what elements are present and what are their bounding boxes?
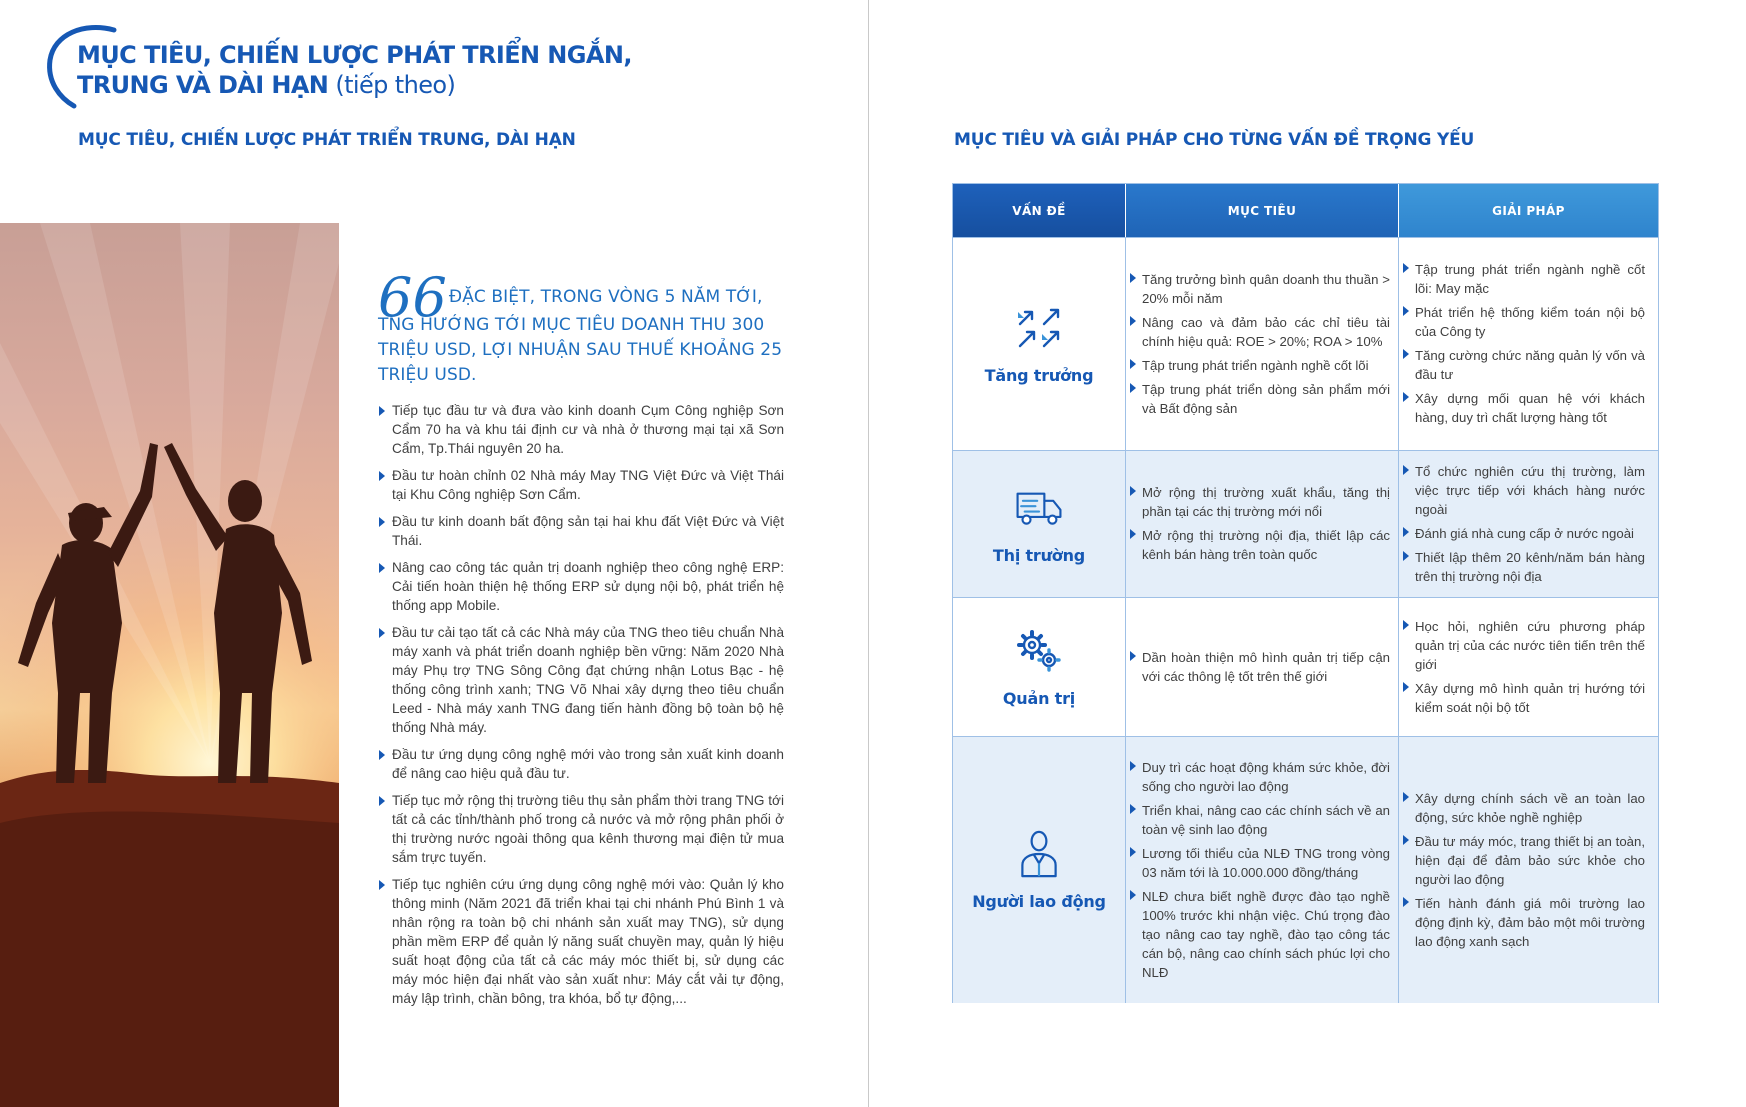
table-header-row [953, 184, 1658, 237]
quote-mark-icon: 66 [378, 266, 447, 329]
solution-item: Phát triển hệ thống kiểm toán nội bộ của Công ty [1403, 303, 1645, 341]
strategy-bullet: Tiếp tục mở rộng thị trường tiêu thụ sản phẩm thời trang TNG tới tất cả các tỉnh/thành phố trong cả nước và mở rộng phân phối ở thị trường nước ngoài thông qua kênh thương mại điện tử mua sắm trực tuyến. [378, 791, 784, 867]
solution-list [1403, 613, 1645, 722]
solution-item: Đánh giá nhà cung cấp ở nước ngoài [1403, 524, 1645, 543]
highlight-quote [378, 266, 784, 388]
goal-item: Mở rộng thị trường xuất khẩu, tăng thị phần tại các thị trường mới nổi [1130, 483, 1390, 521]
solution-list [1403, 256, 1645, 432]
solution-list [1403, 785, 1645, 956]
silhouette-illustration [0, 223, 339, 1107]
goal-item: Duy trì các hoạt động khám sức khỏe, đời sống cho người lao động [1130, 758, 1390, 796]
goal-list [1130, 754, 1390, 987]
solution-item: Xây dựng mô hình quản trị hướng tới kiểm soát nội bộ tốt [1403, 679, 1645, 717]
page-title-suffix: (tiếp theo) [328, 71, 456, 99]
page-title [77, 40, 632, 100]
table-row-governance [953, 597, 1658, 736]
goal-cell [1125, 238, 1398, 450]
strategy-bullet: Đầu tư hoàn chỉnh 02 Nhà máy May TNG Việt Đức và Việt Thái tại Khu Công nghiệp Sơn Cẩm. [378, 466, 784, 504]
page-title-line2 [77, 70, 632, 100]
issue-cell [953, 598, 1125, 736]
header-issue: VẤN ĐỀ [953, 184, 1125, 237]
page-title-line1: MỤC TIÊU, CHIẾN LƯỢC PHÁT TRIỂN NGẮN, [77, 41, 632, 69]
goal-item: Tập trung phát triển ngành nghề cốt lõi [1130, 356, 1390, 375]
goal-item: NLĐ chưa biết nghề được đào tạo nghề 100% trước khi nhận việc. Chú trọng đào tạo nâng cao tay nghề, đào tạo công tác cán bộ, nâng cao chính sách phúc lợi cho NLĐ [1130, 887, 1390, 982]
goal-item: Nâng cao và đảm bảo các chỉ tiêu tài chính hiệu quả: ROE > 20%; ROA > 10% [1130, 313, 1390, 351]
goal-item: Lương tối thiểu của NLĐ TNG trong vòng 03 năm tới là 10.000.000 đồng/tháng [1130, 844, 1390, 882]
goal-list [1130, 644, 1390, 691]
worker-icon [1014, 830, 1064, 878]
solution-item: Tiến hành đánh giá môi trường lao động định kỳ, đảm bảo một môi trường lao động xanh sạch [1403, 894, 1645, 951]
solution-cell [1398, 238, 1658, 450]
page-divider [868, 0, 869, 1107]
solution-item: Thiết lập thêm 20 kênh/năm bán hàng trên thị trường nội địa [1403, 548, 1645, 586]
goal-list [1130, 479, 1390, 569]
strategy-bullet-list [378, 401, 784, 1016]
strategy-bullet: Tiếp tục đầu tư và đưa vào kinh doanh Cụm Công nghiệp Sơn Cẩm 70 ha và khu tái định cư và nhà ở thương mại tại xã Sơn Cẩm, Tp.Thái nguyên 20 ha. [378, 401, 784, 458]
key-issues-table [952, 183, 1659, 1003]
issue-label: Người lao động [972, 891, 1106, 911]
growth-arrows-icon [1014, 304, 1064, 352]
goal-list [1130, 266, 1390, 423]
hero-photo-high-five [0, 223, 339, 1107]
delivery-truck-icon [1014, 484, 1064, 532]
issue-label: Thị trường [992, 545, 1086, 565]
right-section-heading: MỤC TIÊU VÀ GIẢI PHÁP CHO TỪNG VẤN ĐỀ TRỌNG YẾU [954, 130, 1475, 150]
table-row-workers [953, 736, 1658, 1003]
table-row-growth [953, 237, 1658, 450]
strategy-bullet: Đầu tư kinh doanh bất động sản tại hai khu đất Việt Đức và Việt Thái. [378, 512, 784, 550]
solution-list [1403, 458, 1645, 591]
solution-item: Học hỏi, nghiên cứu phương pháp quản trị của các nước tiên tiến trên thế giới [1403, 617, 1645, 674]
issue-cell [953, 737, 1125, 1003]
issue-label: Tăng trưởng [984, 365, 1094, 385]
goal-cell [1125, 451, 1398, 597]
header-goal: MỤC TIÊU [1125, 184, 1398, 237]
solution-item: Tập trung phát triển ngành nghề cốt lõi: May mặc [1403, 260, 1645, 298]
goal-item: Tăng trưởng bình quân doanh thu thuần > 20% mỗi năm [1130, 270, 1390, 308]
solution-item: Đầu tư máy móc, trang thiết bị an toàn, hiện đại để đảm bảo sức khỏe cho người lao động [1403, 832, 1645, 889]
solution-cell [1398, 451, 1658, 597]
goal-cell [1125, 737, 1398, 1003]
left-section-heading: MỤC TIÊU, CHIẾN LƯỢC PHÁT TRIỂN TRUNG, DÀI HẠN [78, 130, 576, 150]
goal-item: Triển khai, nâng cao các chính sách về an toàn vệ sinh lao động [1130, 801, 1390, 839]
table-row-market [953, 450, 1658, 597]
strategy-bullet: Tiếp tục nghiên cứu ứng dụng công nghệ mới vào: Quản lý kho thông minh (Năm 2021 đã triển khai tại chi nhánh Phú Bình 1 và nhân rộng ra toàn bộ chi nhánh sản xuất may TNG), sử dụng phần mềm ERP để quản lý năng suất chuyền may, quản lý hiệu suất hoạt động của tất cả các máy móc thiết bị, sử dụng các máy móc hiện đại nhất vào sản xuất như: Máy cắt vải tự động, máy lập trình, chần bông, tra khóa, bổ tự động,... [378, 875, 784, 1008]
goal-item: Tập trung phát triển dòng sản phẩm mới và Bất động sản [1130, 380, 1390, 418]
issue-cell [953, 238, 1125, 450]
solution-item: Xây dựng chính sách về an toàn lao động, sức khỏe nghề nghiệp [1403, 789, 1645, 827]
goal-item: Dần hoàn thiện mô hình quản trị tiếp cận với các thông lệ tốt trên thế giới [1130, 648, 1390, 686]
page-title-line2-main: TRUNG VÀ DÀI HẠN [77, 71, 329, 99]
goal-item: Mở rộng thị trường nội địa, thiết lập các kênh bán hàng trên toàn quốc [1130, 526, 1390, 564]
solution-cell [1398, 598, 1658, 736]
goal-cell [1125, 598, 1398, 736]
solution-cell [1398, 737, 1658, 1003]
strategy-bullet: Đầu tư cải tạo tất cả các Nhà máy của TNG theo tiêu chuẩn Nhà máy xanh và phát triển doanh nghiệp bền vững: Năm 2020 Nhà máy Phụ trợ TNG Sông Công đạt chứng nhận Lotus Bạc - hệ thống công trình xanh; TNG Võ Nhai xây dựng theo tiêu chuẩn Leed - Nhà máy xanh TNG đang tiến hành đồng bộ toàn bộ hệ thống Nhà máy. [378, 623, 784, 737]
quote-text: ĐẶC BIỆT, TRONG VÒNG 5 NĂM TỚI, TNG HƯỚNG TỚI MỤC TIÊU DOANH THU 300 TRIỆU USD, LỢI NHUẬN SAU THUẾ KHOẢNG 25 TRIỆU USD. [378, 287, 783, 385]
gears-icon [1014, 627, 1064, 675]
issue-label: Quản trị [1002, 688, 1076, 708]
solution-item: Tăng cường chức năng quản lý vốn và đầu tư [1403, 346, 1645, 384]
strategy-bullet: Nâng cao công tác quản trị doanh nghiệp theo công nghệ ERP: Cải tiến hoàn thiện hệ thống ERP sử dụng nội bộ, phát triển hệ thống app Mobile. [378, 558, 784, 615]
strategy-bullet: Đầu tư ứng dụng công nghệ mới vào trong sản xuất kinh doanh để nâng cao hiệu quả đầu tư. [378, 745, 784, 783]
solution-item: Tổ chức nghiên cứu thị trường, làm việc trực tiếp với khách hàng nước ngoài [1403, 462, 1645, 519]
issue-cell [953, 451, 1125, 597]
header-solution: GIẢI PHÁP [1398, 184, 1658, 237]
solution-item: Xây dựng mối quan hệ với khách hàng, duy trì chất lượng hàng tốt [1403, 389, 1645, 427]
